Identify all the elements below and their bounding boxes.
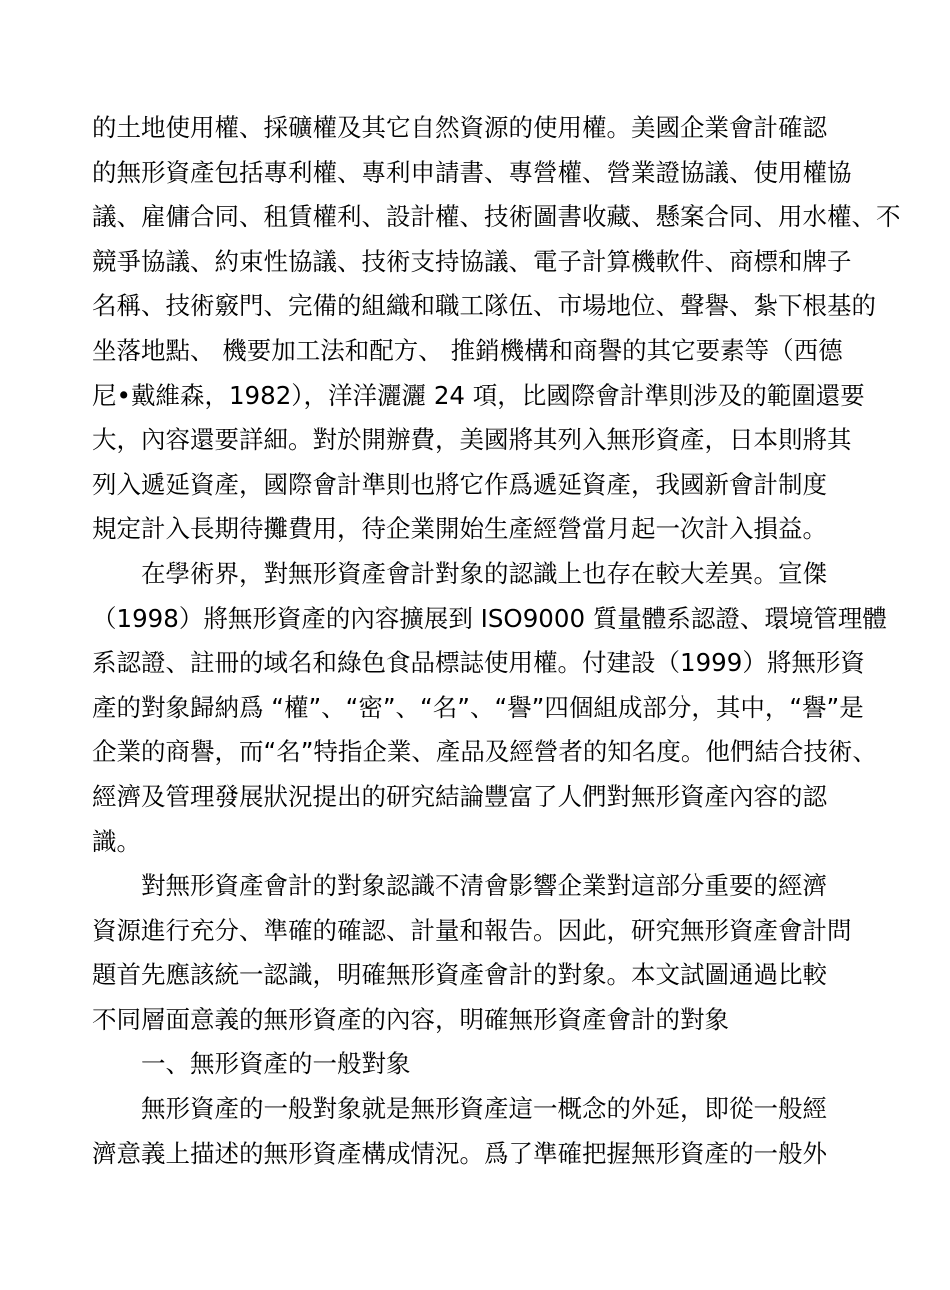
text-line: 企業的商譽，而“名”特指企業、產品及經營者的知名度。他們結合技術、: [92, 737, 877, 767]
text-line: 在學術界，對無形資產會計對象的認識上也存在較大差異。宣傑: [92, 558, 827, 588]
section-heading: 一、無形資產的一般對象: [92, 1049, 411, 1079]
text-line: 識。: [92, 826, 141, 856]
text-line: 競爭協議、約束性協議、技術支持協議、電子計算機軟件、商標和牌子: [92, 246, 852, 276]
text-line: 題首先應該統一認識，明確無形資產會計的對象。本文試圖通過比較: [92, 960, 827, 990]
text-line: 列入遞延資產，國際會計準則也將它作爲遞延資產，我國新會計制度: [92, 469, 827, 499]
text-line: 系認證、註冊的域名和綠色食品標誌使用權。付建設（1999）將無形資: [92, 648, 865, 678]
text-line: 的無形資產包括專利權、專利申請書、專營權、營業證協議、使用權協: [92, 157, 852, 187]
text-line: 坐落地點、 機要加工法和配方、 推銷機構和商譽的其它要素等（西德: [92, 335, 843, 365]
text-line: 不同層面意義的無形資產的內容，明確無形資產會計的對象: [92, 1004, 729, 1034]
text-line: 資源進行充分、準確的確認、計量和報告。因此，研究無形資產會計問: [92, 915, 852, 945]
text-line: 名稱、技術竅門、完備的組織和職工隊伍、市場地位、聲譽、紮下根基的: [92, 291, 876, 321]
document-body-text: [92, 106, 901, 1176]
text-line: （1998）將無形資產的內容擴展到 ISO9000 質量體系認證、環境管理體: [92, 603, 887, 633]
text-line: 產的對象歸納爲 “權”、“密”、“名”、“譽”四個組成部分，其中，“譽”是: [92, 692, 864, 722]
text-line: 尼•戴維森，1982），洋洋灑灑 24 項，比國際會計準則涉及的範圍還要: [92, 380, 865, 410]
text-line: 規定計入長期待攤費用，待企業開始生產經營當月起一次計入損益。: [92, 514, 827, 544]
text-line: 的土地使用權、採礦權及其它自然資源的使用權。美國企業會計確認: [92, 113, 827, 142]
text-line: 對無形資產會計的對象認識不清會影響企業對這部分重要的經濟: [92, 871, 827, 901]
text-line: 經濟及管理發展狀況提出的研究結論豐富了人們對無形資產內容的認: [92, 781, 827, 811]
text-line: 無形資產的一般對象就是無形資產這一概念的外延，即從一般經: [92, 1094, 827, 1124]
text-line: 濟意義上描述的無形資產構成情況。爲了準確把握無形資產的一般外: [92, 1138, 827, 1168]
text-line: 大，內容還要詳細。對於開辦費，美國將其列入無形資產，日本則將其: [92, 425, 852, 455]
text-line: 議、雇傭合同、租賃權利、設計權、技術圖書收藏、懸案合同、用水權、不: [92, 202, 901, 232]
